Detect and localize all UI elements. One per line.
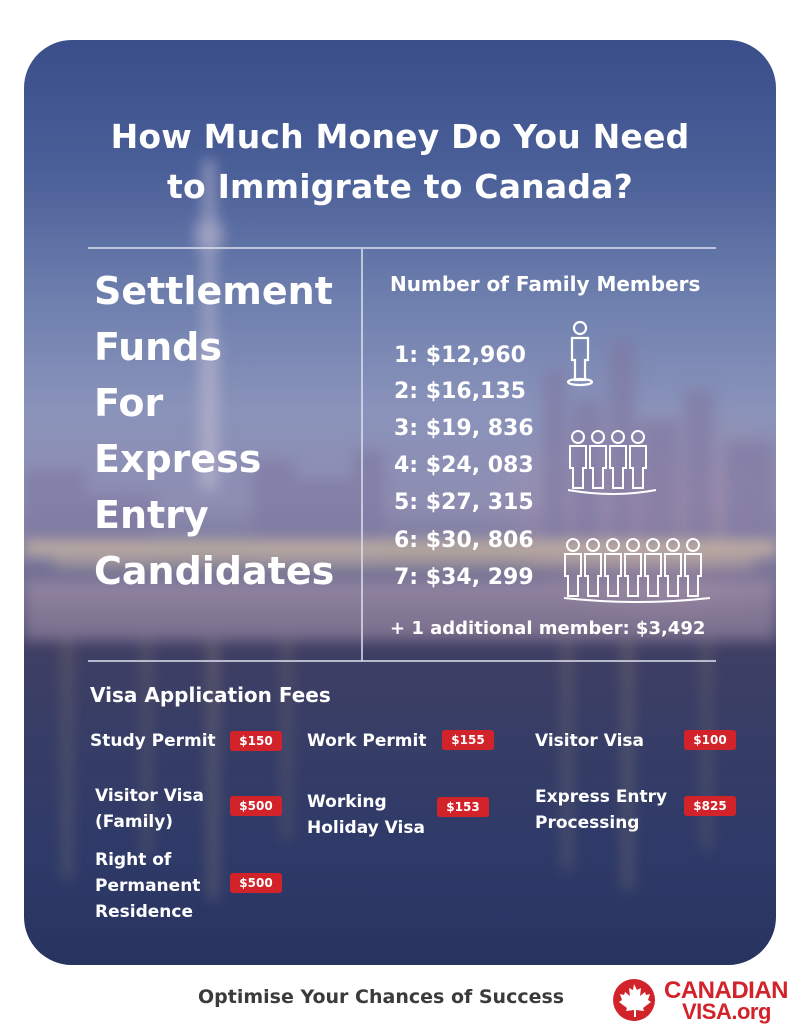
- settlement-funds-heading: [94, 263, 334, 599]
- fee-badge-express-entry-processing: $825: [684, 796, 736, 816]
- family-row-3: 3: $19, 836: [394, 416, 534, 441]
- logo-word-bottom: VISA.org: [682, 999, 771, 1024]
- fee-badge-study-permit: $150: [230, 731, 282, 751]
- fee-label-working-holiday-visa: Working Holiday Visa: [307, 792, 425, 838]
- person-icon-group-7: [562, 536, 718, 606]
- family-members-heading: Number of Family Members: [390, 272, 701, 296]
- fee-badge-visitor-visa-family: $500: [230, 796, 282, 816]
- fee-label-study-permit: Study Permit: [90, 731, 216, 751]
- settlement-line: For: [94, 381, 164, 425]
- maple-leaf-icon: [612, 978, 656, 1022]
- fee-label-express-entry-processing: Express Entry Processing: [535, 787, 668, 833]
- title-line-1: How Much Money Do You Need: [110, 117, 690, 156]
- family-row-6: 6: $30, 806: [394, 528, 534, 553]
- fee-badge-visitor-visa: $100: [684, 730, 736, 750]
- footer-tagline: Optimise Your Chances of Success: [198, 986, 565, 1008]
- canadian-visa-logo[interactable]: [612, 977, 788, 1024]
- person-icon: [568, 431, 656, 494]
- title-line-2: to Immigrate to Canada?: [167, 167, 633, 206]
- settlement-line: Settlement: [94, 269, 333, 313]
- family-row-5: 5: $27, 315: [394, 490, 534, 515]
- vertical-divider: [361, 249, 363, 661]
- fee-label-work-permit: Work Permit: [307, 731, 427, 751]
- fee-label-right-of-permanent-residence: Right of Permanent Residence: [95, 850, 201, 922]
- settlement-line: Express: [94, 437, 262, 481]
- person-icon-group-4: [566, 428, 662, 498]
- main-title: [24, 112, 776, 212]
- fee-badge-right-of-permanent-residence: $500: [230, 873, 282, 893]
- person-icon: [568, 322, 592, 385]
- bottom-divider: [88, 660, 716, 662]
- logo-word-top: CANADIAN: [664, 977, 788, 1004]
- family-row-4: 4: $24, 083: [394, 453, 534, 478]
- fee-label-visitor-visa-family: Visitor Visa (Family): [95, 786, 205, 832]
- top-divider: [88, 247, 716, 249]
- fee-label-visitor-visa: Visitor Visa: [535, 731, 645, 751]
- family-row-1: 1: $12,960: [394, 343, 526, 368]
- infographic-card: [24, 40, 776, 965]
- fee-badge-work-permit: $155: [442, 730, 494, 750]
- visa-fees-heading: Visa Application Fees: [90, 683, 331, 707]
- family-row-2: 2: $16,135: [394, 379, 526, 404]
- person-icon: [564, 539, 710, 602]
- settlement-line: Entry: [94, 493, 209, 537]
- person-icon-group-1: [560, 320, 600, 388]
- settlement-line: Candidates: [94, 549, 335, 593]
- fee-badge-working-holiday-visa: $153: [437, 797, 489, 817]
- additional-member-cost: + 1 additional member: $3,492: [390, 618, 706, 639]
- settlement-line: Funds: [94, 325, 222, 369]
- family-row-7: 7: $34, 299: [394, 565, 534, 590]
